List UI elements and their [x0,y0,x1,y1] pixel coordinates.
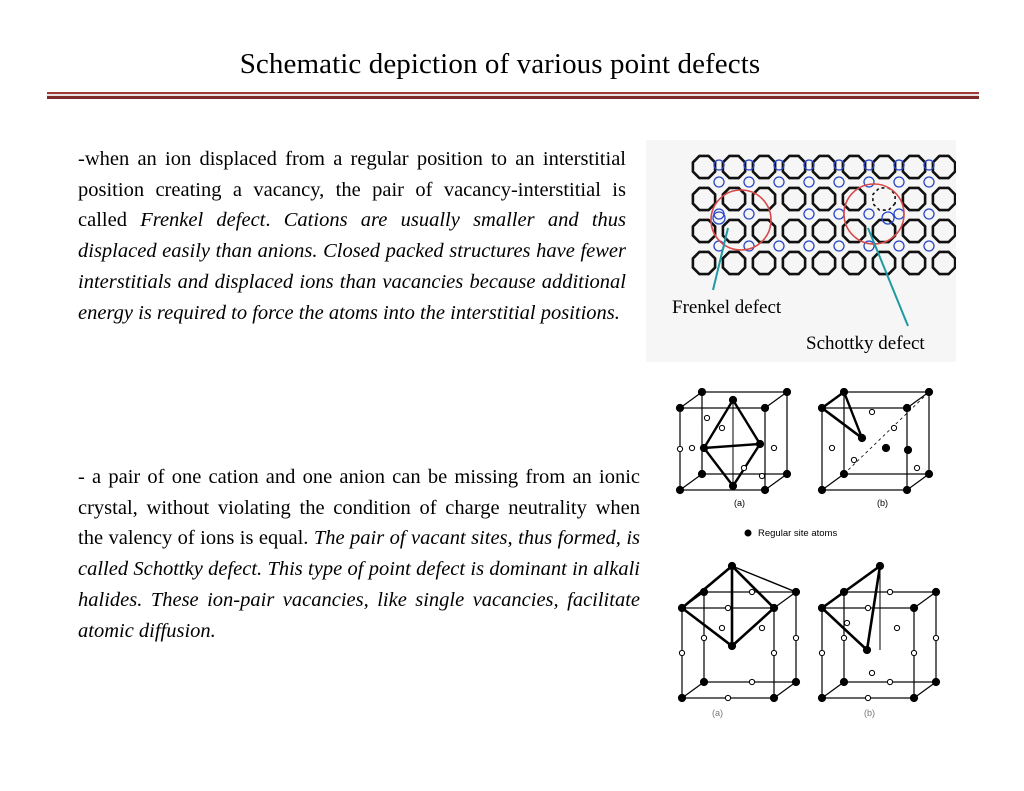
regular-site-atom [761,486,768,493]
lattice-defect-figure [646,140,956,362]
frenkel-paragraph [78,144,626,328]
interstitial-site [793,635,798,640]
interstitial-site [887,589,892,594]
regular-site-atom [783,470,790,477]
regular-site-atom [925,388,932,395]
regular-site-atom [932,588,939,595]
regular-site-atom [698,470,705,477]
frenkel-intro-text: -when an ion displaced from a regular position to an interstitial position creating a vacancy, the pair of vacancy-interstitial is called [78,148,626,232]
regular-site-atom [818,404,825,411]
regular-site-atom [678,694,685,701]
site-atom-markers [676,388,939,701]
regular-site-atom [728,642,735,649]
interstitial-site [677,446,682,451]
interstitial-site [701,635,706,640]
interstitial-site [759,473,764,478]
regular-site-atom [729,396,736,403]
regular-site-atom [882,444,889,451]
regular-site-atom [876,562,883,569]
cube-top-left [680,392,787,490]
regular-site-atom [678,604,685,611]
regular-site-atom [818,604,825,611]
regular-site-atom [903,486,910,493]
regular-site-legend-text: Regular site atoms [758,528,838,539]
frenkel-label: Frenkel defect [672,297,782,318]
interstitial-site [771,650,776,655]
interstitial-site [819,650,824,655]
page-title: Schematic depiction of various point defects [239,48,761,80]
interstitial-site [914,465,919,470]
regular-site-atom [700,678,707,685]
schottky-paragraph [78,462,640,646]
frenkel-rest-text: Cations are usually smaller and thus displaced easily than anions. Closed packed structures have fewer interstitials and displaced ions than vacancies because additional energy is required to force the atoms into the interstitial positions. [78,209,626,324]
regular-site-atom [840,588,847,595]
regular-site-atom [676,486,683,493]
regular-site-atom [761,404,768,411]
panel-label-b: (b) [877,498,888,508]
regular-site-atom [910,694,917,701]
schottky-intro-text: - a pair of one cation and one anion can be missing from an ionic crystal, without violating the condition of charge neutrality when the valency of ions is equal. [78,466,640,550]
regular-site-atom [904,446,911,453]
interstitial-site [865,695,870,700]
regular-site-atom [818,486,825,493]
frenkel-term-end: . [265,209,284,232]
regular-site-atom [700,588,707,595]
regular-site-atom [925,470,932,477]
interstitial-site [869,670,874,675]
interstitial-site [911,650,916,655]
interstitial-site [759,625,764,630]
panel-label-b2: (b) [864,708,875,718]
interstitial-site [719,625,724,630]
regular-site-atom [783,388,790,395]
interstitial-site [725,605,730,610]
interstitial-site [749,679,754,684]
regular-site-atom [729,482,736,489]
cube-bottom-right [822,566,936,698]
regular-site-atom [792,678,799,685]
interstitial-site [829,445,834,450]
interstitial-site [689,445,694,450]
interstitial-site [887,679,892,684]
regular-site-atom [863,646,870,653]
regular-site-atom [840,388,847,395]
interstitial-site [894,625,899,630]
cube-top-right [822,392,929,490]
regular-site-atom [676,404,683,411]
interstitial-site [865,605,870,610]
regular-site-atom [728,562,735,569]
interstitial-site [844,620,849,625]
regular-site-atom [770,694,777,701]
frenkel-term: Frenkel defect [140,209,266,232]
regular-site-legend-marker [745,530,752,537]
schottky-rest-text: The pair of vacant sites, thus formed, is called Schottky defect. This type of point defect is dominant in alkali halides. These ion-pair vacancies, like single vacancies, facilitate atomic diffusion. [78,527,640,642]
panel-label-a: (a) [734,498,745,508]
interstitial-site [869,409,874,414]
interstitial-site [851,457,856,462]
interstitial-site [725,695,730,700]
interstitial-site [771,445,776,450]
interstitial-site [749,589,754,594]
schottky-label: Schottky defect [806,333,925,354]
interstitial-sites-figure [672,388,972,718]
regular-site-atom [910,604,917,611]
interstitial-site [841,635,846,640]
regular-site-atom [858,434,865,441]
interstitial-site [704,415,709,420]
panel-label-a2: (a) [712,708,723,718]
interstitial-site [891,425,896,430]
regular-site-atom [840,470,847,477]
interstitial-site [741,465,746,470]
regular-site-atom [903,404,910,411]
interstitial-site [719,425,724,430]
cube-bottom-left [682,566,796,698]
regular-site-atom [792,588,799,595]
interstitial-site [679,650,684,655]
regular-site-atom [818,694,825,701]
regular-site-atom [756,440,763,447]
regular-site-atom [698,388,705,395]
interstitial-site [933,635,938,640]
regular-site-atom [700,444,707,451]
regular-site-atom [770,604,777,611]
regular-site-atom [932,678,939,685]
title-divider [47,92,979,99]
regular-site-atom [840,678,847,685]
